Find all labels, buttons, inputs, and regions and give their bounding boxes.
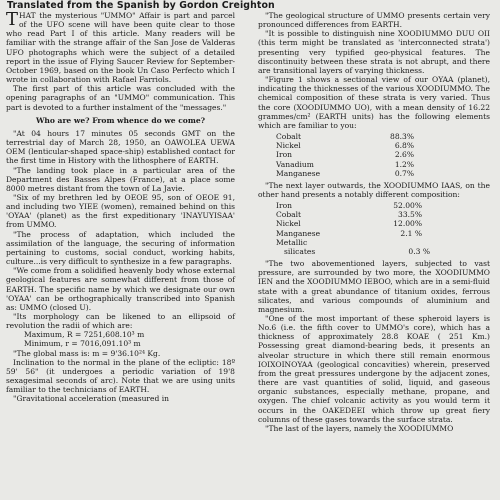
table-row: Manganese 2.1 % xyxy=(276,228,422,238)
table-row: Iron 52.00% xyxy=(276,201,422,211)
table-row: silicates 0.3 % xyxy=(284,246,430,256)
paragraph: Inclination to the normal in the plane of the ecliptic: 18º 59' 56" (it undergoes a periodic variation of 19'8 sexagesimal seconds of arc). Note that we are using units familiar to the technicians of EARTH. xyxy=(6,357,235,395)
paragraph: "Gravitational acceleration (measured in xyxy=(13,394,170,404)
paragraph: "At 04 hours 17 minutes 05 seconds GMT on the terrestrial day of March 28, 1950, an OAWOLEA UEWA OEM (lenticular-shaped space-ship) established contact for the first time in History with the lithosphere of EARTH. xyxy=(6,128,235,166)
core-composition-table xyxy=(276,132,490,178)
paragraph: The first part of this article was concluded with the opening paragraphs of an "UMMO" communication. This part is devoted to a further instalment of the "messages." xyxy=(6,84,235,112)
paragraph: "Figure 1 shows a sectional view of our OYAA (planet), indicating the thicknesses of the various XOODIUMMO. The chemical composition of these strata is very varied. Thus the core (XOODIUMMO UO), with a mean density of 16.22 grammes/cm² (EARTH units) has the following elements which are familiar to you: xyxy=(258,75,490,130)
table-row: Metallic xyxy=(276,237,308,247)
paragraph: "The last of the layers, namely the XOODIUMMO xyxy=(265,423,454,433)
paragraph: "The landing took place in a particular area of the Department des Basses Alpes (France), at a place some 8000 metres distant from the town of La Javie. xyxy=(6,165,235,193)
paragraph: "We come from a solidified heavenly body whose external geological features are somewhat different from those of EARTH. The specific name by which we designate our own 'OYAA' can be orthographically transcribed into Spanish as: UMMO (closed U). xyxy=(6,266,235,312)
radius-minimum: Minimum, r = 7016,091.10³ m xyxy=(24,339,141,349)
intro-paragraph: THAT the mysterious "UMMO" Affair is part and parcel of the UFO scene will have been quite clear to those who read Part I of this article. Many readers will be familiar with the strange affair of the San Jose de Valderas UFO photographs which were the subject of a detailed report in the issue of Flying Saucer Review for September-October 1969, based on the book Un Caso Perfecto which I wrote in collaboration with Rafael Farriols. xyxy=(6,9,235,85)
table-row: Manganese 0.7% xyxy=(276,168,414,178)
table-row: Cobalt 88.3% xyxy=(276,132,414,142)
table-row: Cobalt 33.5% xyxy=(276,210,422,220)
layer-composition-table xyxy=(276,201,490,256)
right-column xyxy=(258,11,490,433)
paragraph: "Six of my brethren led by OEOE 95, son of OEOE 91, and including two YIEE (women), remained behind on this 'OYAA' (planet) as the first expeditionary 'INAYUYISAA' from UMMO. xyxy=(6,192,235,230)
radius-maximum: Maximum, R = 7251,608.10³ m xyxy=(24,330,145,340)
table-row: Nickel 12.00% xyxy=(276,219,422,229)
table-row: Vanadium 1.2% xyxy=(276,159,414,169)
paragraph: "The next layer outwards, the XOODIUMMO IAAS, on the other hand presents a notably different composition: xyxy=(258,180,490,199)
drop-cap: T xyxy=(6,9,19,30)
paragraph: "It is possible to distinguish nine XOODIUMMO DUU OII (this term might be translated as 'interconnected strata') presenting very typified geo-physical features. The discontinuity between these strata is not abrupt, and there are transitional layers of varying thickness. xyxy=(258,29,490,75)
paragraph: "Its morphology can be likened to an ellipsoid of revolution the radii of which are: xyxy=(6,312,235,331)
article-byline: Translated from the Spanish by Gordon Creighton xyxy=(7,0,275,11)
paragraph: "The two abovementioned layers, subjected to vast pressure, are surrounded by two more, the XOODIUMMO IEN and the XOODIUMMO IEBOO, which are in a semi-fluid state with a great abundance of titanium oxides, ferrous silicates, and various compounds of aluminium and magnesium. xyxy=(258,259,490,314)
paragraph: "The geological structure of UMMO presents certain very pronounced differences from EARTH. xyxy=(258,11,490,30)
paragraph: "One of the most important of these spheroid layers is No.6 (i.e. the fifth cover to UMMO's core), which has a thickness of approximately 28.8 KOAE ( 251 Km.) Possessing great diamond-bearing beds, it presents an alveolar structure in which there still remain enormous IOIXOINOYAA (geological concavities) wherein, preserved from the great pressures undergone by the adjacent zones, there are vast quantities of solid, liquid, and gaseous organic substances, especially methane, propane, and oxygen. The chief volcanic activity as you would term it occurs in the OAKEDEEI which throw up great fiery columns of these gases towards the surface strata. xyxy=(258,314,490,424)
paragraph: "The process of adaptation, which included the assimilation of the language, the securing of information pertaining to customs, social conduct, working habits, culture...is very difficult to synthesize in a few paragraphs. xyxy=(6,229,235,267)
section-subheading: Who are we? From whence do we come? xyxy=(35,115,206,125)
mass-line: "The global mass is: m = 9'36.10²⁴ Kg. xyxy=(13,348,161,358)
table-row: Iron 2.6% xyxy=(276,150,414,160)
table-row: Nickel 6.8% xyxy=(276,141,414,151)
left-column xyxy=(6,11,235,404)
